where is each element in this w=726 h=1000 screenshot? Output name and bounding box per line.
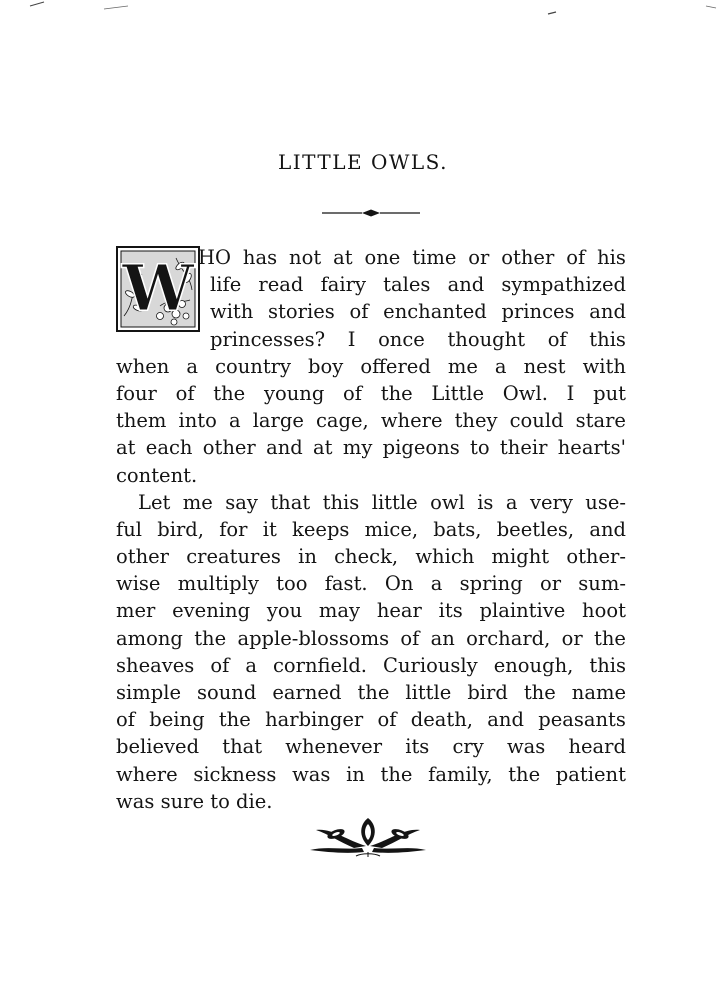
text-line: at each other and at my pigeons to their hearts' [116, 436, 626, 460]
text-line: princesses? I once thought of this [210, 327, 626, 351]
text-line: ful bird, for it keeps mice, bats, beetles, and [116, 517, 626, 541]
text-line: with stories of enchanted princes and [210, 300, 626, 324]
drop-cap-letter: W [122, 251, 194, 326]
text-line: where sickness was in the family, the patient [116, 762, 626, 786]
text-line: life read fairy tales and sympathized [210, 273, 626, 297]
text-line: four of the young of the Little Owl. I put [116, 381, 626, 405]
text-line: of being the harbinger of death, and peasants [116, 708, 626, 732]
text-line: them into a large cage, where they could stare [116, 409, 626, 433]
text-line: sheaves of a cornfield. Curiously enough, this [116, 653, 626, 677]
text-line: wise multiply too fast. On a spring or sum- [116, 572, 626, 596]
text-line: was sure to die. [116, 789, 273, 813]
body-text [116, 244, 626, 815]
text-line: content. [116, 463, 198, 487]
text-line: other creatures in check, which might other- [116, 545, 626, 569]
text-line: when a country boy offered me a nest with [116, 354, 626, 378]
page-specks [0, 0, 726, 40]
text-line: mer evening you may hear its plaintive hoot [116, 599, 626, 623]
floral-tailpiece [306, 812, 430, 858]
divider-ornament [322, 206, 422, 220]
text-line: believed that whenever its cry was heard [116, 735, 626, 759]
text-line: among the apple-blossoms of an orchard, or the [116, 626, 626, 650]
text-line: HO has not at one time or other of his [198, 246, 626, 269]
text-line: Let me say that this little owl is a very use- [138, 490, 626, 514]
text-line: simple sound earned the little bird the name [116, 681, 626, 704]
page-title: LITTLE OWLS. [277, 150, 449, 174]
